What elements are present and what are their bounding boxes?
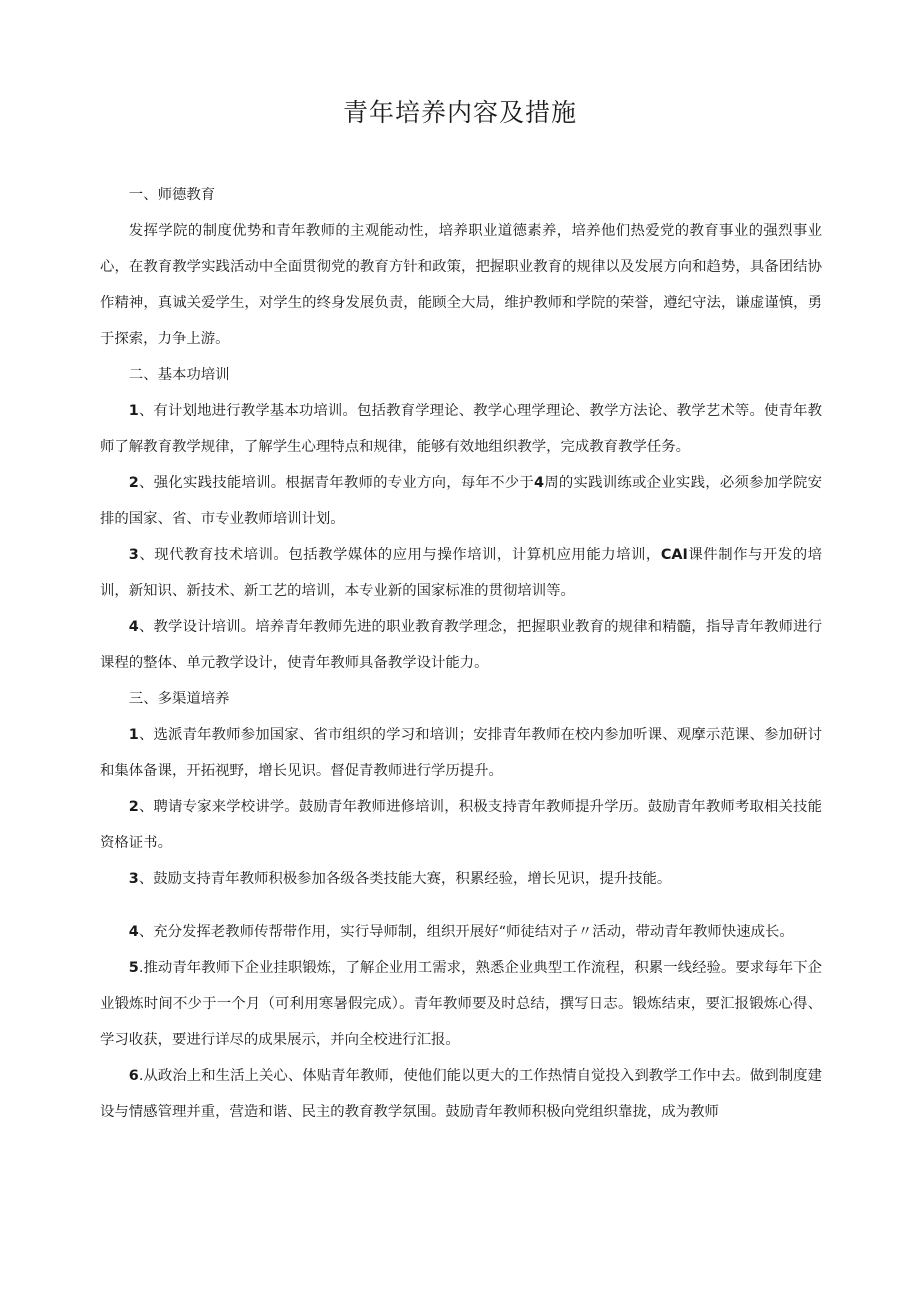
item-separator: 、 [138,871,154,887]
list-item [100,393,822,465]
inline-term: CAI [660,547,688,563]
document-title: 青年培养内容及措施 [342,98,577,127]
item-number: 2 [128,799,139,815]
item-separator: 、 [138,924,154,940]
item-text: 有计划地进行教学基本功培训。包括教育学理论、教学心理学理论、教学方法论、教学艺术等。使青年教师了解教育教学规律，了解学生心理特点和规律，能够有效地组织教学，完成教育教学任务。 [100,403,822,455]
item-text: 充分发挥老教师传帮带作用，实行导师制，组织开展好“师徒结对子〃活动，带动青年教师快速成长。 [153,924,794,940]
item-text: 推动青年教师下企业挂职锻炼，了解企业用工需求，熟悉企业典型工作流程，积累一线经验。要求每年下企业锻炼时间不少于一个月（可利用寒暑假完成）。青年教师要及时总结，撰写日志。锻炼结束，要汇报锻炼心得、学习收获，要进行详尽的成果展示，并向全校进行汇报。 [100,960,822,1048]
item-text: 现代教育技术培训。包括教学媒体的应用与操作培训，计算机应用能力培训， [154,547,661,563]
item-separator: . [138,1068,144,1084]
item-separator: . [138,960,144,976]
item-separator: 、 [138,403,154,419]
item-number: 6 [128,1068,139,1084]
list-item [100,861,822,897]
inline-number: 4 [534,475,545,491]
item-number: 4 [128,924,139,940]
list-item [100,717,822,789]
item-number: 4 [128,619,139,635]
item-separator: 、 [138,799,154,815]
list-item [100,609,822,681]
list-item [100,465,822,537]
item-separator: 、 [138,475,154,491]
list-item [100,1058,822,1130]
item-separator: 、 [138,547,155,563]
list-item [100,789,822,861]
item-text: 教学设计培训。培养青年教师先进的职业教育教学理念，把握职业教育的规律和精髓，指导青年教师进行课程的整体、单元教学设计，使青年教师具备教学设计能力。 [100,619,822,671]
item-number: 1 [128,727,139,743]
item-number: 2 [128,475,139,491]
item-text: 聘请专家来学校讲学。鼓励青年教师进修培训，积极支持青年教师提升学历。鼓励青年教师考取相关技能资格证书。 [100,799,822,851]
item-separator: 、 [138,727,154,743]
item-text: 课件制作与开发的培训，新知识、新技术、新工艺的培训，本专业新的国家标准的贯彻培训等。 [100,547,822,599]
paragraph: 发挥学院的制度优势和青年教师的主观能动性，培养职业道德素养，培养他们热爱党的教育事业的强烈事业心，在教育教学实践活动中全面贯彻党的教育方针和政策，把握职业教育的规律以及发展方向和趋势，具备团结协作精神，真诚关爱学生，对学生的终身发展负责，能顾全大局，维护教师和学院的荣誉，遵纪守法，谦虚谨慎，勇于探索，力争上游。 [100,223,822,347]
item-text: 从政治上和生活上关心、体贴青年教师，使他们能以更大的工作热情自觉投入到教学工作中去。做到制度建设与情感管理并重，营造和谐、民主的教育教学氛围。鼓励青年教师积极向党组织靠拢，成为教师 [100,1068,822,1120]
item-text: 强化实践技能培训。根据青年教师的专业方向，每年不少于 [153,475,535,491]
item-text: 鼓励支持青年教师积极参加各级各类技能大赛，积累经验，增长见识，提升技能。 [153,871,672,887]
section-heading-ethics: 一、师德教育 [128,187,216,203]
item-text: 周的实践训练或企业实践，必须参加学院安排的国家、省、市专业教师培训计划。 [100,475,822,527]
item-number: 1 [128,403,139,419]
list-item [100,914,822,950]
item-number: 5 [128,960,139,976]
section-heading-multi-channel: 三、多渠道培养 [128,691,230,707]
item-separator: 、 [138,619,154,635]
item-text: 选派青年教师参加国家、省市组织的学习和培训；安排青年教师在校内参加听课、观摩示范课、参加研讨和集体备课，开拓视野，增长见识。督促青教师进行学历提升。 [100,727,822,779]
item-number: 3 [128,871,139,887]
list-item [100,537,822,609]
list-item [100,950,822,1058]
section-heading-basic-skills: 二、基本功培训 [128,367,230,383]
document-body [100,177,822,1130]
item-number: 3 [128,547,139,563]
